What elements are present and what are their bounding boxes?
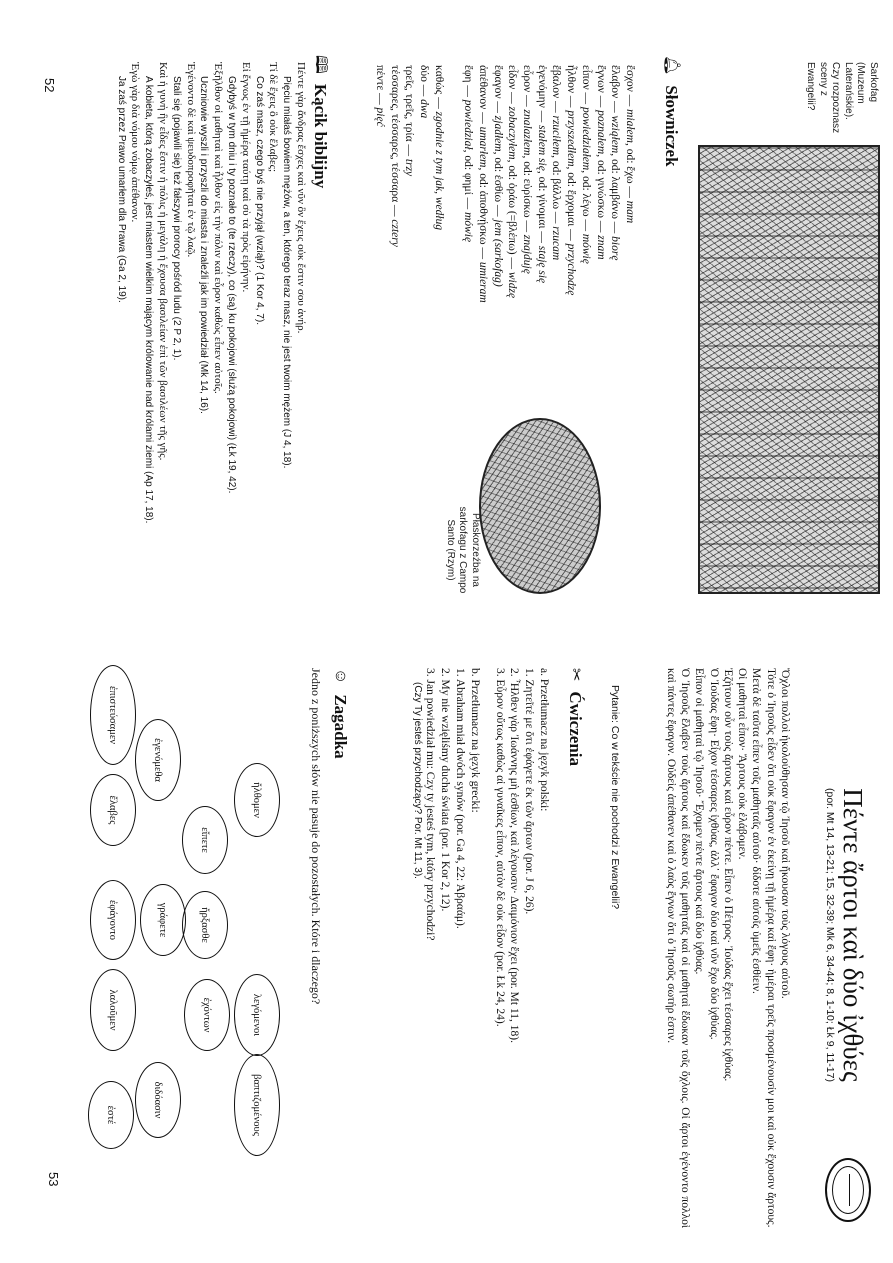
glossary-entry [593, 65, 608, 365]
bell-icon: 🔔︎ [663, 55, 680, 76]
page-number-right: 53 [46, 1172, 61, 1187]
riddle-word-oval: ἤλθομεν [234, 763, 280, 837]
riddle-word-oval: διδόασιν [135, 1062, 181, 1138]
story-title: Πέντε ἄρτοι καὶ δύο ἰχθύες [838, 788, 868, 1082]
bible-corner-heading [310, 55, 330, 188]
greek-word: ἔφη — [462, 65, 475, 97]
greek-verse: Εἰ ἔγνως ἐν τῇ ἡμέρᾳ ταύτῃ καὶ σὺ τὰ πρὸς εἰρήνην. [239, 62, 252, 293]
greek-verse: Ἐγένοντο δὲ καὶ ψευδοπροφῆται ἐν τῷ λαῷ. [184, 62, 197, 258]
glossary-entry [608, 65, 623, 365]
book-icon: 🕮︎ [312, 55, 329, 74]
glossary-entry [578, 65, 593, 365]
caption-line: Sarkofag [868, 62, 879, 103]
relief-caption [444, 505, 482, 595]
campo-santo-relief-image [479, 418, 601, 594]
riddle-word-oval: ἐγενόμεθα [135, 719, 181, 801]
source-word: , od: ὁράω (=βλέπω) — [506, 159, 519, 269]
story-question: Pytanie: Co w tekście nie pochodzi z Ewangelii? [609, 685, 621, 910]
riddle-instruction: Jedno z poniższych słów nie pasuje do pozostałych. Które i dlaczego? [309, 668, 323, 1005]
story-paragraph: Εἶπον οἱ μαθηταὶ τῷ Ἰησοῦ· Ἔχομεν πέντε ἄρτους καὶ δύο ἰχθύας. [693, 668, 706, 975]
source-word: , od: εὑρίσκω — [521, 155, 534, 232]
greek-word: εἶδον — [506, 65, 519, 104]
polish-meaning: zobaczyłem [506, 103, 519, 160]
exercise-b-label: b. Przetłumacz na język grecki: [468, 668, 481, 813]
fish-seal-logo [825, 1158, 871, 1222]
caption-line: Płaskorzeźba na [470, 513, 481, 587]
exercise-item: 2. My nie wzięliśmy ducha świata (por. 1 Kor 2, 12). [439, 668, 452, 912]
riddle-heading [330, 668, 350, 759]
glossary-title: Słowniczek [662, 85, 681, 167]
greek-word: ἔφαγον — [491, 65, 504, 113]
source-word: , od: λαμβάνω — [609, 153, 622, 234]
source-meaning: staję się [535, 242, 548, 284]
riddle-word-oval: εἴπετε [182, 806, 228, 874]
source-meaning: znam [594, 232, 607, 260]
glossary-entry [490, 65, 505, 365]
story-paragraph: Ἐζήτουν οὖν τοὺς ἄρτους καὶ εὗρον πέντε. Εἶπεν ὁ Πέτρος· Ἰούδας ἔχει τέσσαρες ἰχθύας. [721, 668, 734, 1082]
polish-meaning: umarłem [476, 123, 489, 168]
greek-word: εἶπον — [579, 65, 592, 105]
glossary-entry [416, 65, 431, 365]
polish-meaning: przyszedłem [565, 107, 578, 167]
source-meaning: biorę [609, 233, 622, 261]
exercise-a-label: a. Przetłumacz na język polski: [538, 668, 550, 812]
spacer [482, 668, 492, 1228]
page-number-left: 52 [42, 78, 57, 93]
source-word: , od: λέγω — [579, 170, 592, 231]
polish-meaning: rzuciłem [550, 112, 563, 156]
polish-translation: Gdybyś w tym dniu i ty poznało to (te rzeczy), co (są) ku pokojowi (służą pokojowi) (Łk 19, 42). [226, 76, 238, 494]
polish-meaning: dwa [418, 96, 431, 119]
caption-line: sceny z Ewangelii? [805, 62, 829, 111]
glossary-entry [563, 65, 578, 365]
riddle-word-oval: ἐπιστεύσαμεν [90, 665, 136, 765]
greek-word: ἔλαβον — [609, 65, 622, 113]
riddle-word-oval: ἐχόντων [184, 979, 230, 1051]
bible-corner-title: Kącik biblijny [311, 83, 330, 189]
source-meaning: jem (sarkofag) [491, 216, 504, 287]
greek-verse: Πέντε γὰρ ἄνδρας ἔσχες καὶ νῦν ὃν ἔχεις οὐκ ἔστιν σου ἀνήρ. [295, 62, 307, 334]
glossary-list [372, 65, 637, 365]
polish-meaning: pięć [374, 104, 387, 127]
riddle-word-oval: ἤρξασθε [182, 891, 228, 959]
polish-translation: Uczniowie wyszli i przyszli do miasta i znaleźli jak im powiedział (Mk 14, 16). [198, 76, 210, 414]
story-paragraph: Ὁ Ἰησοῦς ἔλαβεν τοὺς ἄρτους καὶ ἔδωκεν τοῖς μαθηταῖς καὶ οἱ μαθηταὶ ἔδωκαν τοῖς ὄχλοις. Οἱ ἄρτοι ἐγένοντο πολλοὶ καὶ πάντες ἔφαγον. Οὐδεὶς ἀπέθανεν καὶ ὁ λαὸς ἔγνων ὅτι ὁ Ἰησοῦς σωτήρ ἐστιν. [664, 668, 691, 1228]
greek-word: ἦλθον — [565, 65, 578, 108]
exercise-item: 3. Εὗρον οὕτως καθὼς αἱ γυναῖκες εἶπον, αὐτὸν δὲ οὐκ εἶδον (por. Łk 24, 24). [493, 668, 506, 1027]
riddle-word-oval: ἐφάγοντο [90, 880, 136, 960]
greek-word: καθώς — [432, 65, 445, 109]
glossary-entry [475, 65, 490, 365]
exercises-body [411, 668, 551, 1228]
source-word: , od: ἐσθίω — [491, 151, 504, 217]
greek-word: εὗρον — [521, 65, 534, 107]
source-meaning: znajduję [521, 231, 534, 274]
sarcophagus-relief-image [698, 145, 880, 594]
polish-meaning: trzy [403, 156, 416, 177]
exercise-note: (Czy Ty jesteś przychodzący? Por. Mt 11, 3). [411, 682, 423, 879]
polish-meaning: wziąłem [609, 112, 622, 154]
polish-meaning: poznałem [594, 107, 607, 155]
source-meaning: mówię [462, 209, 475, 243]
exercise-item: 1. Ζητεῖτέ με ὅτι ἐφάγετε ἐκ τῶν ἄρτων (por. J 6, 26). [523, 668, 536, 915]
caption-line: (Muzeum [855, 62, 867, 104]
greek-word: ἐγενόμην — [535, 65, 548, 123]
source-word: , od: ἀποθνῄσκω — [476, 167, 489, 259]
source-meaning: mówię [579, 230, 592, 264]
greek-word: ἀπέθανον — [476, 65, 489, 124]
source-meaning: przychodzę [565, 240, 578, 296]
riddle-word-oval: λεγόμενοι [234, 974, 280, 1056]
polish-meaning: miałem [624, 106, 636, 143]
exercises-title: Ćwiczenia [566, 691, 585, 766]
greek-word: πέντε — [374, 65, 387, 105]
source-word: , od: γινώσκω — [594, 154, 607, 233]
glossary-entry [402, 65, 417, 365]
greek-word: ἔσχον — [624, 65, 636, 107]
riddle-word-oval: ἔλαβες [90, 774, 136, 846]
glossary-entry [372, 65, 387, 365]
source-word: , od: ἔχω — [624, 142, 636, 198]
polish-meaning: powiedział [462, 96, 475, 150]
glossary-entry [534, 65, 549, 365]
greek-verse: Ἐγὼ γὰρ διὰ νόμου νόμῳ ἀπέθανον. [129, 62, 142, 223]
greek-word: ἔγνων — [594, 65, 607, 108]
source-word: , od: φημί — [462, 149, 475, 210]
exercises-heading [565, 668, 585, 766]
exercise-item: 3. Jan powiedział mu: Czy ty jesteś tym, który przychodzi? [424, 668, 437, 941]
exercise-item: 1. Abraham miał dwóch synów (por. Ga 4, 22: Ἀβραάμ). [454, 668, 467, 929]
greek-word: τέσσαρες, τέσσαρες, τέσσαρα — [388, 65, 401, 217]
story-paragraph: Ὄχλοι πολλοὶ ἠκολούθησαν τῷ Ἰησοῦ καὶ ἤκουσαν τοὺς λόγους αὐτοῦ. [779, 668, 791, 999]
greek-verse: Ἐξῆλθον οἱ μαθηταὶ καὶ ἦλθον εἰς τὴν πόλιν καὶ εὗρον καθὼς εἶπεν αὐτοῖς. [212, 62, 225, 394]
story-header [823, 700, 869, 1170]
glossary-entry [519, 65, 534, 365]
glossary-entry [387, 65, 402, 365]
greek-verse: Καὶ ἡ γυνὴ ἣν εἶδες ἔστιν ἡ πόλις ἡ μεγάλη ἡ ἔχουσα βασιλείαν ἐπὶ τῶν βασιλέων τῆς γῆς. [157, 62, 170, 461]
polish-meaning: znalazłem [521, 106, 534, 156]
riddle-title: Zagadka [331, 694, 350, 759]
polish-translation: A kobieta, którą zobaczyłeś, jest miastem wielkim mającym królowanie nad królami ziemi (Ap 17, 18). [143, 76, 155, 524]
polish-meaning: zgodnie z tym jak, według [432, 108, 445, 231]
polish-translation: Co zaś masz, czego byś nie przyjął (wziął)? (1 Kor 4, 7). [253, 76, 265, 325]
polish-translation: Stali się (pojawili się) też fałszywi prorocy pośród ludu (2 P 2, 1). [170, 76, 182, 361]
source-meaning: widzę [506, 269, 519, 299]
greek-word: δύο — [418, 65, 431, 97]
glossary-entry [505, 65, 520, 365]
story-text [663, 668, 792, 1228]
source-word: , od: γίνομαι — [535, 170, 548, 243]
sarcophagus-caption [804, 62, 879, 142]
glossary-entry [431, 65, 446, 365]
glossary-spacer [446, 65, 461, 365]
source-word: , od: βάλλω — [550, 155, 563, 224]
polish-meaning: cztery [388, 216, 401, 247]
smiley-icon: ☺︎ [332, 668, 349, 685]
story-paragraph: Τότε ὁ Ἰησοῦς εἶδεν ὅτι οὐκ ἔφαγον ἐν ἐκείνῃ τῇ ἡμέρᾳ καὶ ἔφη· ἡμέραι τρεῖς προσμένουσίν μοι καὶ οὐκ ἔχουσιν ἄρτους. [764, 668, 777, 1228]
riddle-word-oval: βαπτιζομένους [234, 1054, 280, 1156]
riddle-word-oval: ἐστέ [88, 1081, 134, 1149]
caption-line: sarkofagu z Campo [457, 506, 469, 594]
story-reference: (por. Mt 14, 13-21; 15, 32-39; Mk 6, 34-44; 8, 1-10; Łk 9, 11-17) [824, 788, 836, 1082]
caption-line: Laterańskie). [843, 62, 854, 120]
exercise-item: 2. Ἦλθεν γὰρ Ἰωάννης μὴ ἐσθίων, καὶ λέγουσιν· Δαιμόνιον ἔχει (por. Mt 11, 18). [508, 668, 521, 1043]
glossary-entry [622, 65, 637, 365]
polish-meaning: powiedziałem [579, 104, 592, 171]
story-paragraph: Οἱ μαθηταὶ εἶπον· Ἄρτους οὐκ ἐλάβομεν. [736, 668, 749, 860]
polish-translation: Pięciu miałaś bowiem mężów, a ten, którego teraz masz, nie jest twoim mężem (J 4, 18). [281, 76, 293, 469]
story-paragraph: Ὁ Ἰούδας ἔφη· Εἶχον τέσσαρες ἰχθύας, ἀλλ᾽ ἔφαγον δύο καὶ νῦν ἔχω δύο ἰχθύας. [707, 668, 720, 1040]
riddle-word-oval: γράφετε [140, 884, 186, 956]
glossary-entry [549, 65, 564, 365]
riddle-word-oval: λαλοῦμεν [90, 969, 136, 1051]
caption-line: Santo (Rzym) [445, 519, 456, 581]
story-paragraph: Μετὰ δὲ ταῦτα εἶπεν τοῖς μαθηταῖς αὐτοῦ· δίδοτε αὐτοῖς ὑμεῖς ἐσθίειν. [750, 668, 763, 994]
bible-corner-list [114, 62, 307, 622]
source-meaning: umieram [476, 258, 489, 303]
greek-word: τρεῖς, τρεῖς, τρία — [403, 65, 416, 157]
glossary-entry [461, 65, 476, 365]
scissors-icon: ✂︎ [567, 668, 584, 682]
polish-meaning: stałem się [535, 122, 548, 171]
source-meaning: mam [624, 197, 636, 224]
source-word: , od: ἔρχομαι — [565, 166, 578, 241]
glossary-heading [661, 55, 681, 167]
greek-word: ἔβαλον — [550, 65, 563, 113]
caption-line: Czy rozpoznasz [830, 62, 842, 134]
polish-meaning: zjadłem [491, 112, 504, 152]
polish-translation: Ja zaś przez Prawo umarłem dla Prawa (Ga 2, 19). [115, 76, 127, 303]
greek-verse: Τί δὲ ἔχεις ὃ οὐκ ἔλαβες; [267, 62, 280, 172]
source-meaning: rzucam [550, 223, 563, 261]
